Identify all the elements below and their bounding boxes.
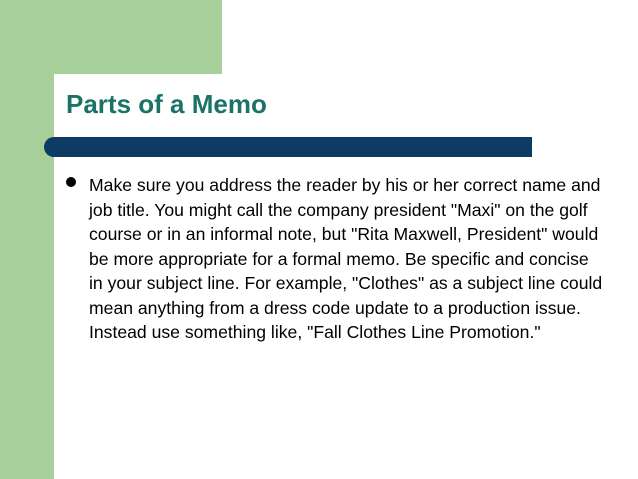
bullet-item (66, 173, 606, 345)
slide-title: Parts of a Memo (66, 89, 267, 119)
decorative-green-strip-left (0, 0, 54, 479)
bullet-dot-icon (66, 177, 76, 187)
bullet-list (66, 173, 606, 345)
title-underline-bar (44, 137, 532, 157)
bullet-text: Make sure you address the reader by his or her correct name and job title. You might call the company president "Maxi" on the golf course or in an informal note, but "Rita Maxwell, President" would be more appropriate for a formal memo. Be specific and concise in your subject line. For example, "Clothes" as a subject line could mean anything from a dress code update to a production issue. Instead use something like, "Fall Clothes Line Promotion." (89, 175, 603, 342)
